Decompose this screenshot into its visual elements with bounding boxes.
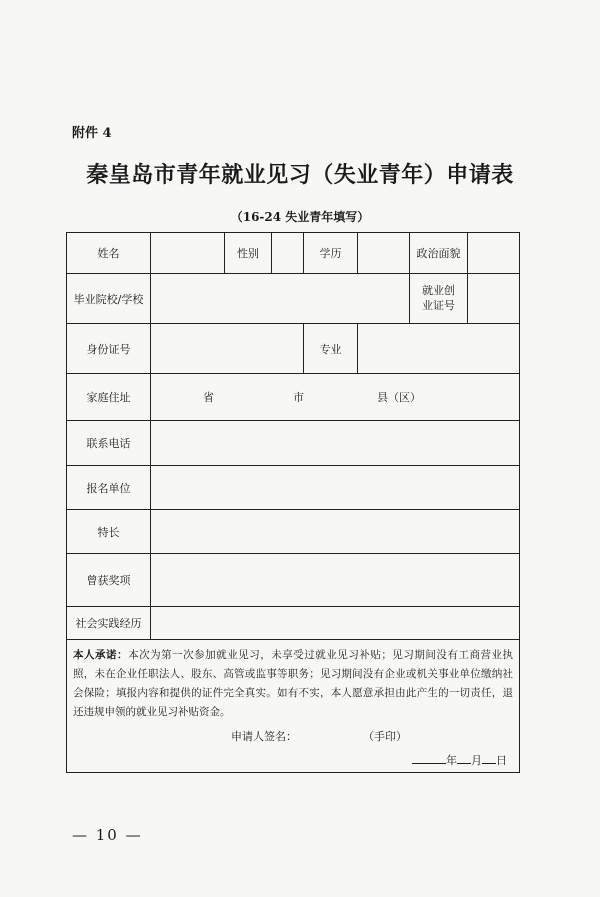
- row-address: [67, 374, 520, 421]
- id-number-label: 身份证号: [67, 324, 151, 374]
- city-label: 市: [293, 391, 304, 404]
- political-status-label: 政治面貌: [410, 233, 468, 274]
- school-label: 毕业院校/学校: [67, 274, 151, 324]
- major-field[interactable]: [358, 324, 520, 374]
- pledge-text: [73, 646, 513, 722]
- page-number: — 10 —: [72, 826, 143, 844]
- province-label: 省: [203, 391, 214, 404]
- employment-cert-label-line1: 就业创: [422, 283, 455, 297]
- gender-field[interactable]: [272, 233, 304, 274]
- row-unit: [67, 466, 520, 510]
- name-label: 姓名: [67, 233, 151, 274]
- row-basic-info: [67, 233, 520, 274]
- year-label: 年: [446, 754, 457, 767]
- row-phone: [67, 421, 520, 466]
- employment-cert-label-line2: 业证号: [422, 298, 455, 312]
- date-line[interactable]: [412, 752, 507, 768]
- unit-label: 报名单位: [67, 466, 151, 510]
- school-field[interactable]: [151, 274, 410, 324]
- name-field[interactable]: [151, 233, 225, 274]
- id-number-field[interactable]: [151, 324, 304, 374]
- pledge-lead: 本人承诺：: [73, 649, 129, 661]
- form-title: 秦皇岛市青年就业见习（失业青年）申请表: [86, 162, 514, 188]
- political-status-field[interactable]: [468, 233, 520, 274]
- phone-label: 联系电话: [67, 421, 151, 466]
- practice-field[interactable]: [151, 607, 520, 640]
- address-label: 家庭住址: [67, 374, 151, 421]
- address-field[interactable]: [151, 374, 520, 421]
- phone-field[interactable]: [151, 421, 520, 466]
- row-specialty: [67, 510, 520, 554]
- row-id: [67, 324, 520, 374]
- county-label: 县（区）: [377, 391, 421, 404]
- pledge-section: [67, 640, 520, 773]
- signature-area: [73, 722, 513, 768]
- practice-label: 社会实践经历: [67, 607, 151, 640]
- day-label: 日: [496, 754, 507, 767]
- pledge-body: 本次为第一次参加就业见习，未享受过就业见习补贴；见习期间没有工商营业执照，未在企业任职法人、股东、高管或监事等职务；见习期间没有企业或机关事业单位缴纳社会保险；填报内容和提供的证件完全真实。如有不实，本人愿意承担由此产生的一切责任，退还违规申领的就业见习补贴资金。: [73, 649, 514, 718]
- row-practice: [67, 607, 520, 640]
- major-label: 专业: [304, 324, 358, 374]
- awards-label: 曾获奖项: [67, 554, 151, 607]
- education-label: 学历: [304, 233, 358, 274]
- row-school: [67, 274, 520, 324]
- signature-label: 申请人签名：: [231, 730, 297, 743]
- handprint-label: （手印）: [363, 730, 407, 743]
- row-pledge: [67, 640, 520, 773]
- row-awards: [67, 554, 520, 607]
- form-subtitle: （16-24 失业青年填写）: [230, 210, 370, 224]
- month-label: 月: [471, 754, 482, 767]
- specialty-field[interactable]: [151, 510, 520, 554]
- gender-label: 性别: [225, 233, 272, 274]
- attachment-label: 附件 4: [72, 126, 112, 141]
- employment-cert-field[interactable]: [468, 274, 520, 324]
- awards-field[interactable]: [151, 554, 520, 607]
- education-field[interactable]: [358, 233, 410, 274]
- specialty-label: 特长: [67, 510, 151, 554]
- employment-cert-label: [410, 274, 468, 324]
- application-form-table: [66, 232, 520, 773]
- unit-field[interactable]: [151, 466, 520, 510]
